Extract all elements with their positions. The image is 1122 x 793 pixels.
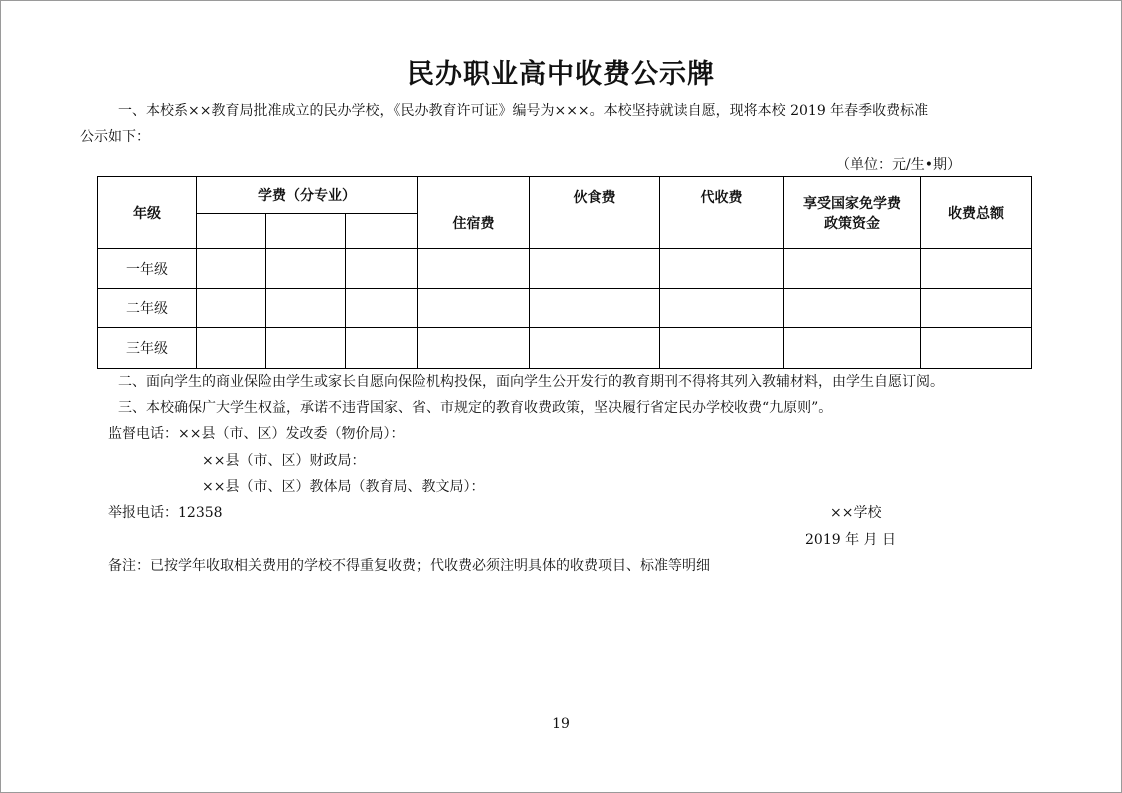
table-cell: [346, 328, 418, 369]
supervision-line-2: ××县（市、区）财政局：: [202, 453, 366, 469]
grade-cell: 一年级: [98, 249, 197, 289]
table-cell: [197, 249, 266, 289]
remark: 备注：已按学年收取相关费用的学校不得重复收费；代收费必须注明具体的收费项目、标准等明细: [108, 558, 710, 574]
table-cell: [784, 249, 921, 289]
header-accommodation: 住宿费: [418, 177, 530, 249]
header-exemption: [784, 177, 921, 249]
table-cell: [418, 328, 530, 369]
date-line: 2019 年 月 日: [805, 532, 896, 548]
table-cell: [197, 328, 266, 369]
intro-line-2: 公示如下：: [80, 129, 150, 145]
supervision-line-3: ××县（市、区）教体局（教育局、教文局）：: [202, 479, 485, 495]
table-cell: [921, 289, 1032, 328]
report-phone: 举报电话：12358: [108, 505, 223, 521]
school-signature: ××学校: [830, 505, 882, 521]
header-tuition: 学费（分专业）: [197, 177, 418, 214]
tuition-subcell: [197, 214, 266, 249]
supervision-line-1: 监督电话：××县（市、区）发改委（物价局）：: [108, 426, 405, 442]
header-exemption-line-1: 享受国家免学费: [803, 195, 901, 212]
table-cell: [921, 249, 1032, 289]
table-cell: [266, 289, 346, 328]
table-row: [98, 289, 1032, 328]
table-cell: [346, 249, 418, 289]
table-cell: [530, 289, 660, 328]
table-cell: [418, 289, 530, 328]
table-cell: [784, 328, 921, 369]
table-cell: [784, 289, 921, 328]
header-agency-fee: 代收费: [660, 177, 784, 249]
note-item-3: 三、本校确保广大学生权益，承诺不违背国家、省、市规定的教育收费政策，坚决履行省定民办学校收费“九原则”。: [118, 400, 833, 416]
table-cell: [530, 328, 660, 369]
header-exemption-line-2: 政策资金: [824, 215, 880, 232]
note-item-2: 二、面向学生的商业保险由学生或家长自愿向保险机构投保，面向学生公开发行的教育期刊不得将其列入教辅材料，由学生自愿订阅。: [118, 374, 944, 390]
fee-table: [97, 176, 1032, 369]
page-number: 19: [552, 716, 570, 732]
tuition-subcell: [346, 214, 418, 249]
table-row: [98, 249, 1032, 289]
table-cell: [266, 328, 346, 369]
table-cell: [660, 289, 784, 328]
table-cell: [197, 289, 266, 328]
grade-cell: 三年级: [98, 328, 197, 369]
table-cell: [266, 249, 346, 289]
header-meals: 伙食费: [530, 177, 660, 249]
grade-cell: 二年级: [98, 289, 197, 328]
table-cell: [660, 249, 784, 289]
unit-label: （单位：元/生•期）: [836, 157, 961, 173]
page-title: 民办职业高中收费公示牌: [407, 59, 715, 90]
tuition-subcell: [266, 214, 346, 249]
header-total: 收费总额: [921, 177, 1032, 249]
table-cell: [346, 289, 418, 328]
header-grade: 年级: [98, 177, 197, 249]
table-cell: [530, 249, 660, 289]
table-cell: [660, 328, 784, 369]
table-row: [98, 328, 1032, 369]
table-cell: [921, 328, 1032, 369]
table-cell: [418, 249, 530, 289]
intro-line-1: 一、本校系××教育局批准成立的民办学校，《民办教育许可证》编号为×××。本校坚持就读自愿，现将本校 2019 年春季收费标准: [118, 103, 929, 119]
